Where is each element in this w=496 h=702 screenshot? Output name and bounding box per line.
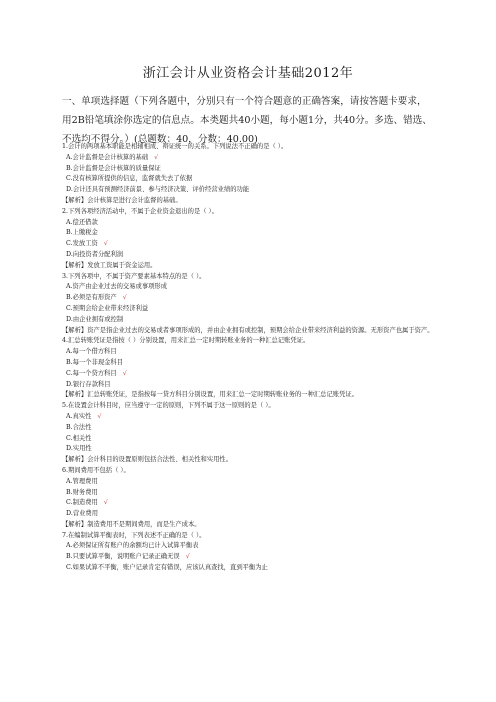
answer-option bbox=[62, 185, 438, 196]
answer-option bbox=[62, 444, 438, 455]
question-text: 3.下列各项中，不属于资产要素基本特点的是（ ）。 bbox=[62, 272, 206, 280]
option-text: A.每一个借方科目 bbox=[66, 348, 117, 356]
option-text: A.管理费用 bbox=[66, 477, 98, 485]
analysis-text: 【解析】发放工资属于资金运用。 bbox=[62, 261, 157, 269]
option-text: A.会计监督是会计核算的基础 bbox=[66, 153, 149, 161]
question-text: 1.会计的两项基本职能是相辅相成、辩证统一的关系。下列说法不正确的是（ ）。 bbox=[62, 143, 288, 150]
correct-check-icon: √ bbox=[103, 499, 108, 507]
answer-option bbox=[62, 423, 438, 434]
correct-check-icon: √ bbox=[122, 369, 127, 377]
analysis-text: 【解析】制造费用不是期间费用，而是生产成本。 bbox=[62, 520, 201, 528]
answer-option bbox=[62, 239, 438, 250]
option-text: D.银行存款科目 bbox=[66, 380, 111, 388]
question-text: 2.下列各项经济活动中，不属于企业资金退出的是（ ）。 bbox=[62, 207, 218, 215]
analysis-text: 【解析】汇总转账凭证，是指按每一贷方科目分别设置，用来汇总一定时期转账业务的一种汇总记账凭证。 bbox=[62, 391, 358, 399]
option-text: B.财务费用 bbox=[66, 488, 98, 496]
option-text: C.制造费用 bbox=[66, 499, 98, 507]
answer-option bbox=[62, 250, 438, 261]
correct-check-icon: √ bbox=[122, 294, 127, 302]
correct-check-icon: √ bbox=[97, 412, 102, 420]
option-text: C.预期会给企业带来经济利益 bbox=[66, 304, 149, 312]
question-text: 5.在设置会计科目时，应当遵守一定的原则，下列不属于这一原则的是（ ）。 bbox=[62, 402, 275, 410]
option-text: C.如果试算不平衡，账户记录肯定有错误，应该认真查找，直到平衡为止 bbox=[66, 564, 268, 572]
option-text: B.合法性 bbox=[66, 423, 92, 431]
answer-option bbox=[62, 412, 438, 423]
option-text: D.会计还具有预测经济前景、参与经济决策、评价经营业绩的功能 bbox=[66, 186, 250, 194]
question-list bbox=[62, 142, 438, 574]
option-text: C.发放工资 bbox=[66, 240, 98, 248]
answer-option bbox=[62, 498, 438, 509]
answer-option bbox=[62, 174, 438, 185]
answer-option bbox=[62, 293, 438, 304]
analysis-text: 【解析】资产是指企业过去的交易或者事项形成的，并由企业拥有或控制，预期会给企业带来经济利益的资源。无形资产也属于资产。 bbox=[62, 326, 434, 334]
correct-check-icon: √ bbox=[154, 153, 159, 161]
answer-option bbox=[62, 477, 438, 488]
answer-option bbox=[62, 347, 438, 358]
answer-option bbox=[62, 488, 438, 499]
answer-option bbox=[62, 369, 438, 380]
section-heading: 一、单项选择题（下列各题中，分别只有一个符合题意的正确答案，请按答题卡要求，用2B铅笔填涂你选定的信息点。本类题共40小题，每小题1分，共40分。多选、错选、不选均不得分。）(总题数：40，分数：40.00) bbox=[62, 96, 432, 145]
answer-option bbox=[62, 509, 438, 520]
option-text: D.由企业拥有或控制 bbox=[66, 315, 124, 323]
document-title: 浙江会计从业资格会计基础2012年 bbox=[142, 66, 354, 81]
answer-option bbox=[62, 434, 438, 445]
question-text: 7.在编制试算平衡表时，下列表述不正确的是（ ）。 bbox=[62, 531, 206, 539]
answer-option bbox=[62, 552, 438, 563]
correct-check-icon: √ bbox=[103, 240, 108, 248]
option-text: A.偿还借款 bbox=[66, 218, 98, 226]
option-text: B.只要试算平衡，说明账户记录正确无误 bbox=[66, 553, 180, 561]
analysis-text: 【解析】会计核算是进行会计监督的基础。 bbox=[62, 196, 182, 204]
analysis-text: 【解析】会计科目的设置原则包括合法性、相关性和实用性。 bbox=[62, 456, 233, 464]
question-text: 4.汇总转账凭证是指按（ ）分别设置，用来汇总一定时期转账业务的一种汇总记账凭证。 bbox=[62, 337, 310, 345]
option-text: A.资产由企业过去的交易或事项形成 bbox=[66, 283, 168, 291]
question-text: 6.期间费用不包括（ ）。 bbox=[62, 466, 130, 474]
option-text: C.没有核算所提供的信息，监督就失去了依据 bbox=[66, 175, 193, 183]
option-text: A.必须保证所有账户的余额均已计入试算平衡表 bbox=[66, 542, 199, 550]
option-text: D.向投资者分配利润 bbox=[66, 250, 124, 258]
option-text: B.每一个非现金科目 bbox=[66, 358, 124, 366]
option-text: C.每一个贷方科目 bbox=[66, 369, 117, 377]
answer-option bbox=[62, 228, 438, 239]
correct-check-icon: √ bbox=[185, 553, 190, 561]
answer-option bbox=[62, 218, 438, 229]
option-text: C.相关性 bbox=[66, 434, 92, 442]
answer-option bbox=[62, 563, 438, 574]
answer-option bbox=[62, 541, 438, 552]
answer-option bbox=[62, 358, 438, 369]
option-text: D.实用性 bbox=[66, 445, 92, 453]
answer-option bbox=[62, 380, 438, 391]
option-text: B.会计监督是会计核算的质量保证 bbox=[66, 164, 161, 172]
answer-option bbox=[62, 282, 438, 293]
option-text: B.必须是有形资产 bbox=[66, 294, 117, 302]
option-text: D.营业费用 bbox=[66, 510, 99, 518]
answer-option bbox=[62, 164, 438, 175]
answer-option bbox=[62, 153, 438, 164]
answer-option bbox=[62, 304, 438, 315]
option-text: A.真实性 bbox=[66, 412, 92, 420]
answer-option bbox=[62, 315, 438, 326]
option-text: B.上缴税金 bbox=[66, 229, 98, 237]
